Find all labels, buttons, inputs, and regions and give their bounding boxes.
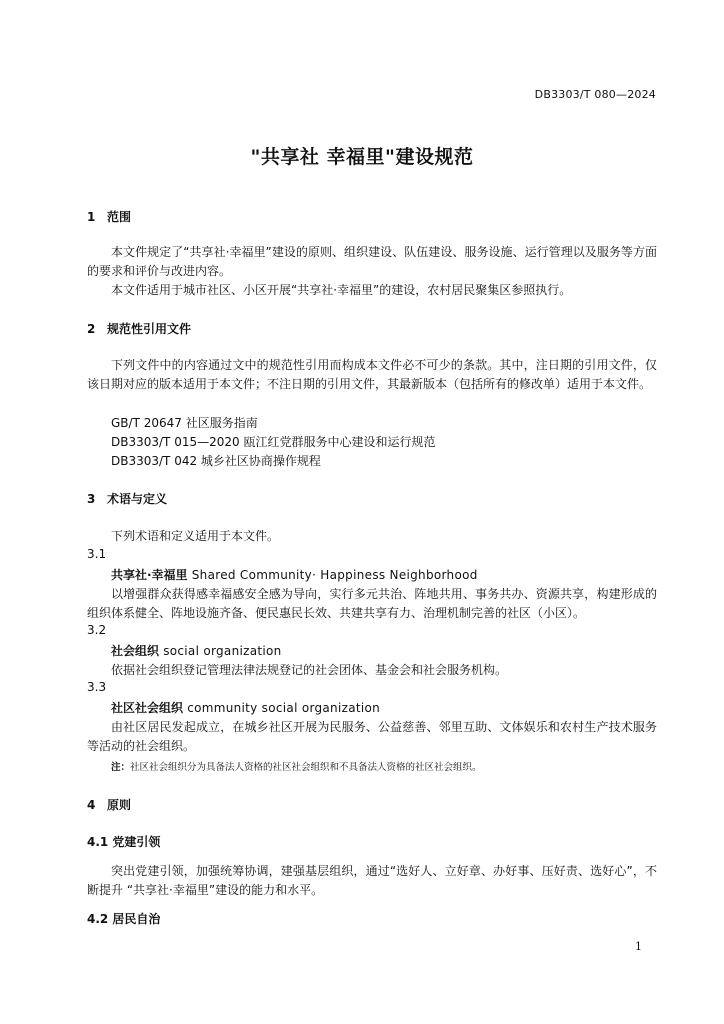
term-zh: 社区社会组织 xyxy=(111,701,184,715)
section-2-heading xyxy=(87,320,191,337)
subsection-4-1-paragraph: 突出党建引领，加强统筹协调，建强基层组织，通过“选好人、立好章、办好事、压好责、选好心”，不断提升 “共享社·幸福里”建设的能力和水平。 xyxy=(87,864,657,897)
term-zh: 共享社·幸福里 xyxy=(111,568,188,582)
note-text: 社区社会组织分为具备法人资格的社区社会组织和不具备法人资格的社区社会组织。 xyxy=(130,762,482,773)
term-en: community social organization xyxy=(187,701,381,715)
term-number: 3.1 xyxy=(87,547,107,561)
term-definition: 依据社会组织登记管理法律法规登记的社会团体、基金会和社会服务机构。 xyxy=(111,663,508,677)
reference-item: DB3303/T 015—2020 瓯江红党群服务中心建设和运行规范 xyxy=(111,435,436,449)
section-number: 2 xyxy=(87,322,96,336)
term-heading xyxy=(111,566,478,583)
section-number: 4 xyxy=(87,798,96,812)
section-title: 范围 xyxy=(107,210,132,224)
section-3-intro: 下列术语和定义适用于本文件。 xyxy=(111,529,280,543)
section-title: 规范性引用文件 xyxy=(107,322,192,336)
term-en: Shared Community· Happiness Neighborhood xyxy=(191,568,478,582)
section-4-heading xyxy=(87,796,131,813)
term-definition: 以增强群众获得感幸福感安全感为导向，实行多元共治、阵地共用、事务共办、资源共享，构建形成的组织体系健全、阵地设施齐备、便民惠民长效、共建共享有力、治理机制完善的社区（小区）。 xyxy=(87,587,657,620)
section-1-paragraph-1: 本文件规定了“共享社·幸福里”建设的原则、组织建设、队伍建设、服务设施、运行管理以及服务等方面的要求和评价与改进内容。 xyxy=(87,245,657,278)
note-label: 注： xyxy=(111,762,131,773)
section-number: 1 xyxy=(87,210,96,224)
term-zh: 社会组织 xyxy=(111,644,160,658)
section-1-heading xyxy=(87,208,131,225)
section-2-paragraph: 下列文件中的内容通过文中的规范性引用而构成本文件必不可少的条款。其中，注日期的引用文件，仅该日期对应的版本适用于本文件；不注日期的引用文件，其最新版本（包括所有的修改单）适用于本文件。 xyxy=(87,358,657,391)
term-en: social organization xyxy=(163,644,282,658)
term-number: 3.2 xyxy=(87,623,107,637)
subsection-4-1-heading: 4.1 党建引领 xyxy=(87,835,161,849)
term-number: 3.3 xyxy=(87,680,107,694)
standard-code: DB3303/T 080—2024 xyxy=(534,88,656,101)
document-title: "共享社 幸福里"建设规范 xyxy=(250,146,474,168)
section-title: 原则 xyxy=(107,798,132,812)
section-title: 术语与定义 xyxy=(107,492,168,506)
term-definition: 由社区居民发起成立，在城乡社区开展为民服务、公益慈善、邻里互助、文体娱乐和农村生产技术服务等活动的社会组织。 xyxy=(87,720,657,753)
term-heading xyxy=(111,699,380,716)
reference-item: GB/T 20647 社区服务指南 xyxy=(111,416,258,430)
reference-item: DB3303/T 042 城乡社区协商操作规程 xyxy=(111,454,321,468)
page-number: 1 xyxy=(635,940,642,953)
term-heading xyxy=(111,642,282,659)
subsection-4-2-heading: 4.2 居民自治 xyxy=(87,912,161,926)
note xyxy=(111,759,482,773)
section-1-paragraph-2: 本文件适用于城市社区、小区开展“共享社·幸福里”的建设，农村居民聚集区参照执行。 xyxy=(111,283,572,297)
section-number: 3 xyxy=(87,492,96,506)
section-3-heading xyxy=(87,490,167,507)
